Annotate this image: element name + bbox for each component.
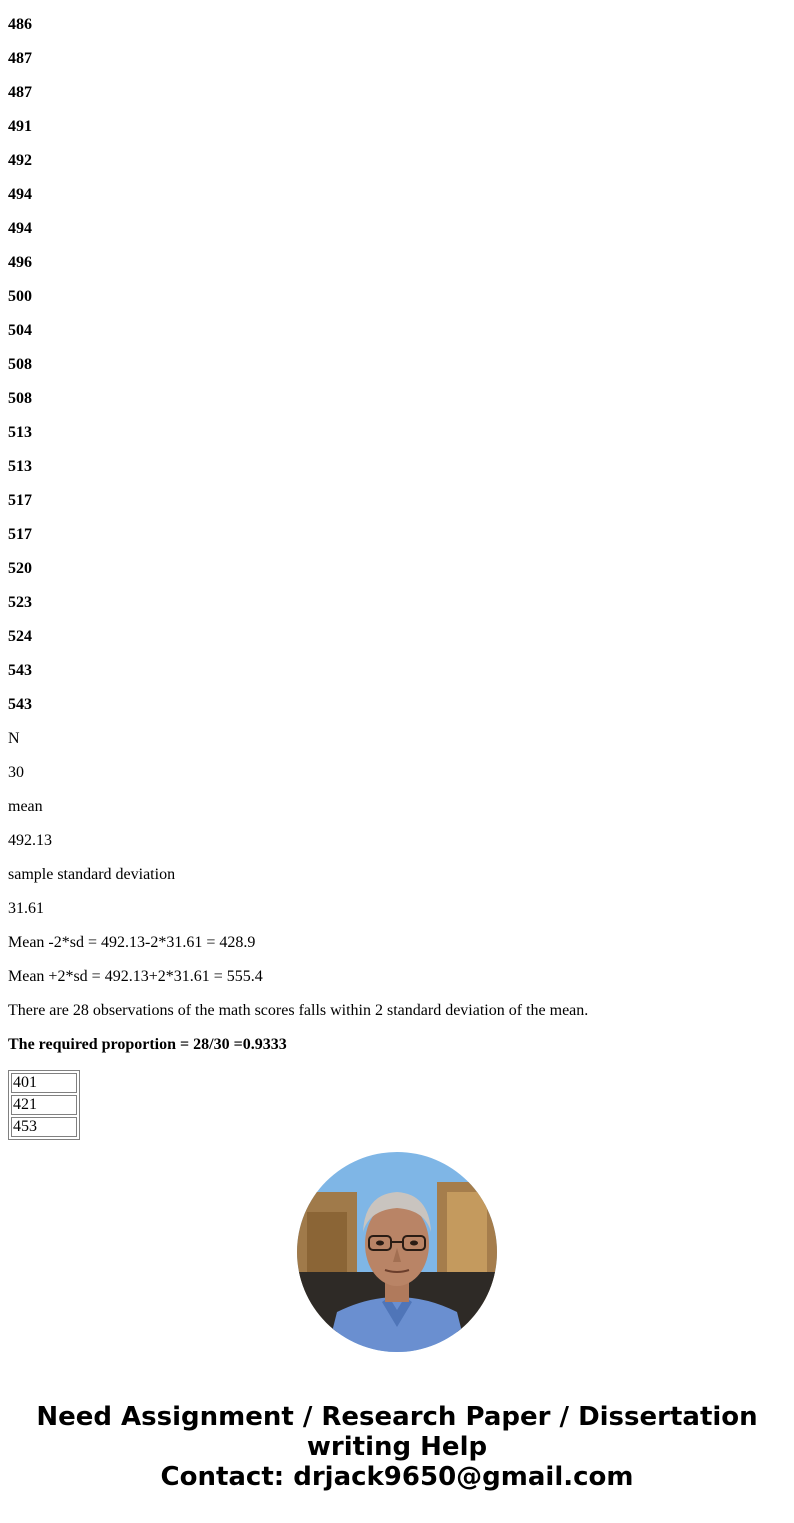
score-item: 491	[8, 118, 32, 135]
score-item: 500	[8, 288, 32, 305]
score-item: 513	[8, 458, 32, 475]
upper-bound-formula: Mean +2*sd = 492.13+2*31.61 = 555.4	[8, 968, 263, 985]
sd-value: 31.61	[8, 900, 44, 917]
score-item: 508	[8, 356, 32, 373]
author-avatar	[297, 1152, 497, 1352]
score-item: 494	[8, 186, 32, 203]
table-cell: 421	[11, 1095, 77, 1115]
score-item: 513	[8, 424, 32, 441]
score-item: 517	[8, 492, 32, 509]
sd-label: sample standard deviation	[8, 866, 176, 883]
score-table	[8, 1070, 80, 1140]
score-item: 494	[8, 220, 32, 237]
score-item: 487	[8, 50, 32, 67]
table-row	[11, 1117, 77, 1137]
promo-contact: Contact: drjack9650@gmail.com	[160, 1462, 634, 1492]
score-item: 492	[8, 152, 32, 169]
promo-line-2: writing Help	[306, 1432, 488, 1462]
conclusion-text: The required proportion = 28/30 =0.9333	[8, 1036, 287, 1053]
promo-text	[0, 1402, 794, 1492]
table-cell: 453	[11, 1117, 77, 1137]
score-item: 523	[8, 594, 32, 611]
score-item: 517	[8, 526, 32, 543]
score-item: 504	[8, 322, 32, 339]
promo-section	[0, 1152, 794, 1492]
table-cell: 401	[11, 1073, 77, 1093]
observation-note: There are 28 observations of the math scores falls within 2 standard deviation of the mean.	[8, 1002, 589, 1019]
score-item: 496	[8, 254, 32, 271]
mean-value: 492.13	[8, 832, 52, 849]
score-table-container	[8, 1070, 80, 1135]
score-item: 520	[8, 560, 32, 577]
n-value: 30	[8, 764, 24, 781]
portrait-image	[297, 1152, 497, 1352]
promo-line-1: Need Assignment / Research Paper / Dissertation	[36, 1402, 758, 1432]
table-row	[11, 1095, 77, 1115]
solution-content	[8, 0, 788, 1054]
lower-bound-formula: Mean -2*sd = 492.13-2*31.61 = 428.9	[8, 934, 256, 951]
table-row	[11, 1073, 77, 1093]
score-item: 487	[8, 84, 32, 101]
score-item: 508	[8, 390, 32, 407]
score-item: 543	[8, 662, 32, 679]
score-item: 486	[8, 16, 32, 33]
n-label: N	[8, 730, 20, 747]
score-item: 524	[8, 628, 32, 645]
mean-label: mean	[8, 798, 43, 815]
score-item: 543	[8, 696, 32, 713]
sorted-score-list	[8, 0, 788, 714]
